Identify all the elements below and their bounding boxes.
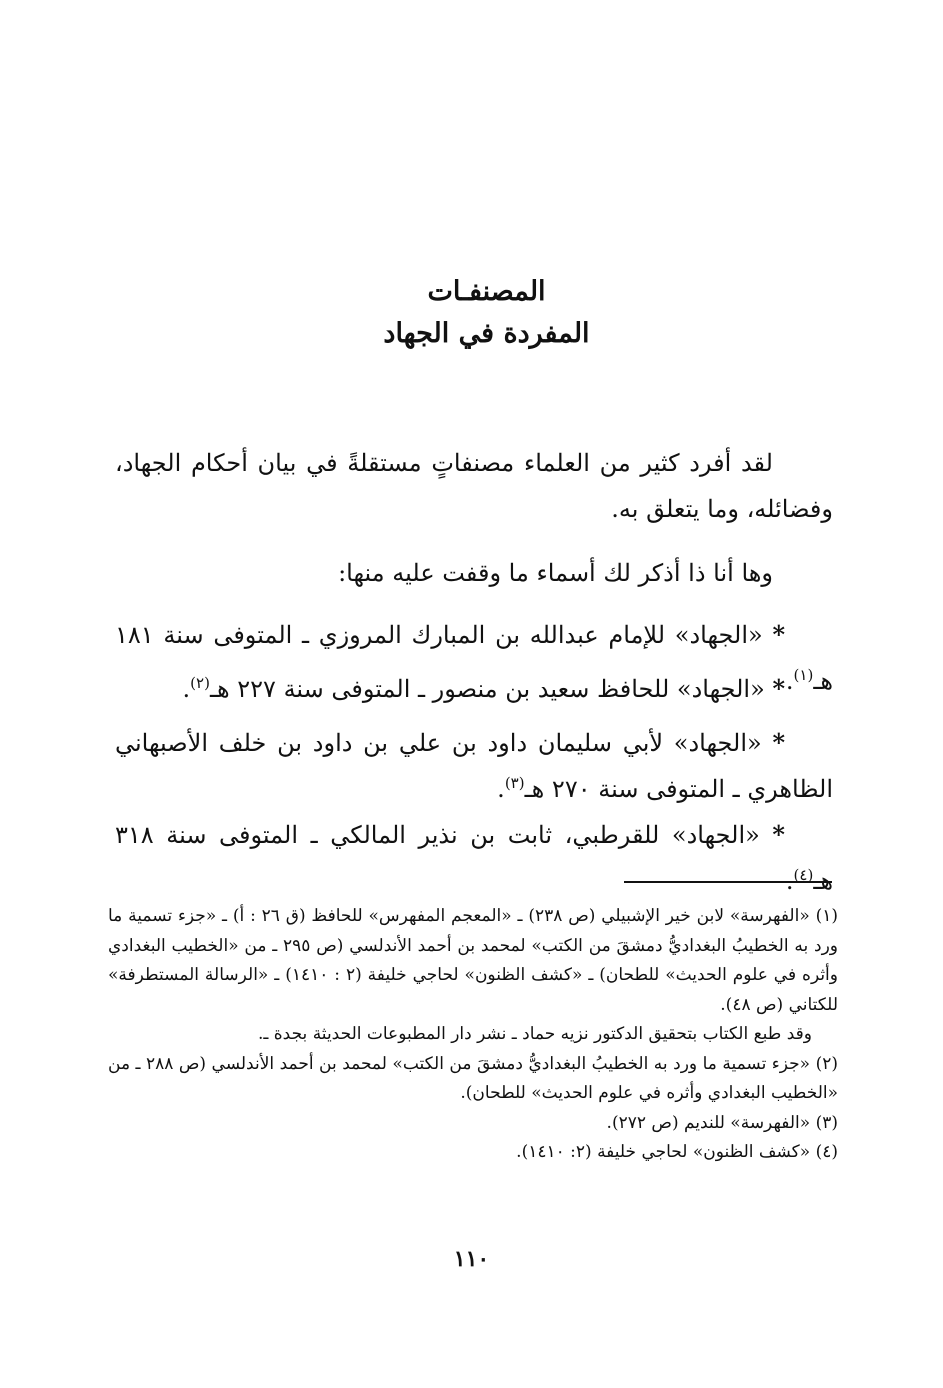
footnote-1-note: وقد طبع الكتاب بتحقيق الدكتور نزيه حماد ـ نشر دار المطبوعات الحديثة بجدة ـ. bbox=[257, 1024, 812, 1044]
footnote-ref: (١) bbox=[793, 666, 814, 684]
bullet-star-icon: * bbox=[772, 674, 785, 703]
list-item-text: «الجهاد» للحافظ سعيد بن منصور ـ المتوفى سنة ٢٢٧ هـ bbox=[209, 675, 765, 703]
page-number: ١١٠ bbox=[453, 1246, 490, 1272]
footnote-3: (٣) «الفهرسة» للنديم (ص ٢٧٢). bbox=[606, 1112, 838, 1133]
bullet-star-icon: * bbox=[772, 820, 785, 849]
list-item-text: «الجهاد» لأبي سليمان داود بن علي بن داود بن خلف الأصبهاني الظاهري ـ المتوفى سنة ٢٧٠ هـ bbox=[115, 729, 833, 803]
footnote-1: (١) «الفهرسة» لابن خير الإشبيلي (ص ٢٣٨) ـ «المعجم المفهرس» للحافظ (ق ٢٦ : أ) ـ «جزء تسمية ما ورد به الخطيبُ البغداديُّ دمشقَ من الكتب» لمحمد بن أحمد الأندلسي (ص ٢٩٥ ـ من «الخطيب البغدادي وأثره في علوم الحديث» للطحان) ـ «كشف الظنون» لحاجي خليفة (٢ : ١٤١٠) ـ «الرسالة المستطرفة» للكتاني (ص ٤٨). bbox=[108, 906, 838, 1015]
list-item bbox=[115, 720, 833, 812]
footnote-divider bbox=[624, 881, 832, 883]
bullet-star-icon: * bbox=[772, 728, 785, 757]
section-title-line2: المفردة في الجهاد bbox=[383, 318, 590, 349]
list-item-end: . bbox=[785, 667, 794, 695]
list-item-end: . bbox=[785, 867, 794, 895]
list-item-text: «الجهاد» للقرطبي، ثابت بن نذير المالكي ـ المتوفى سنة ٣١٨ هـ bbox=[115, 821, 833, 895]
list-item bbox=[115, 812, 833, 904]
footnote-ref: (٤) bbox=[793, 866, 814, 884]
footnotes bbox=[108, 902, 838, 1168]
list-item-end: . bbox=[182, 675, 191, 703]
footnote-2: (٢) «جزء تسمية ما ورد به الخطيبُ البغداديُّ دمشقَ من الكتب» لمحمد بن أحمد الأندلسي (ص ٢٨٨ ـ من «الخطيب البغدادي وأثره في علوم الحديث» للطحان). bbox=[108, 1053, 838, 1103]
list-item bbox=[115, 666, 833, 712]
footnote-ref: (٣) bbox=[504, 774, 525, 792]
list-item-text: «الجهاد» للإمام عبدالله بن المبارك المروزي ـ المتوفى سنة ١٨١ هـ bbox=[115, 621, 833, 695]
footnote-ref: (٢) bbox=[190, 674, 210, 692]
bullet-star-icon: * bbox=[772, 620, 785, 649]
intro-paragraph: لقد أفرد كثير من العلماء مصنفاتٍ مستقلةً في بيان أحكام الجهاد، وفضائله، وما يتعلق به. bbox=[115, 449, 833, 523]
list-item-end: . bbox=[497, 775, 505, 803]
footnote-4: (٤) «كشف الظنون» لحاجي خليفة (٢: ١٤١٠). bbox=[516, 1142, 838, 1162]
lead-paragraph: وها أنا ذا أذكر لك أسماء ما وقفت عليه منها: bbox=[338, 559, 773, 587]
section-title-line1: المصنفـات bbox=[427, 276, 546, 307]
